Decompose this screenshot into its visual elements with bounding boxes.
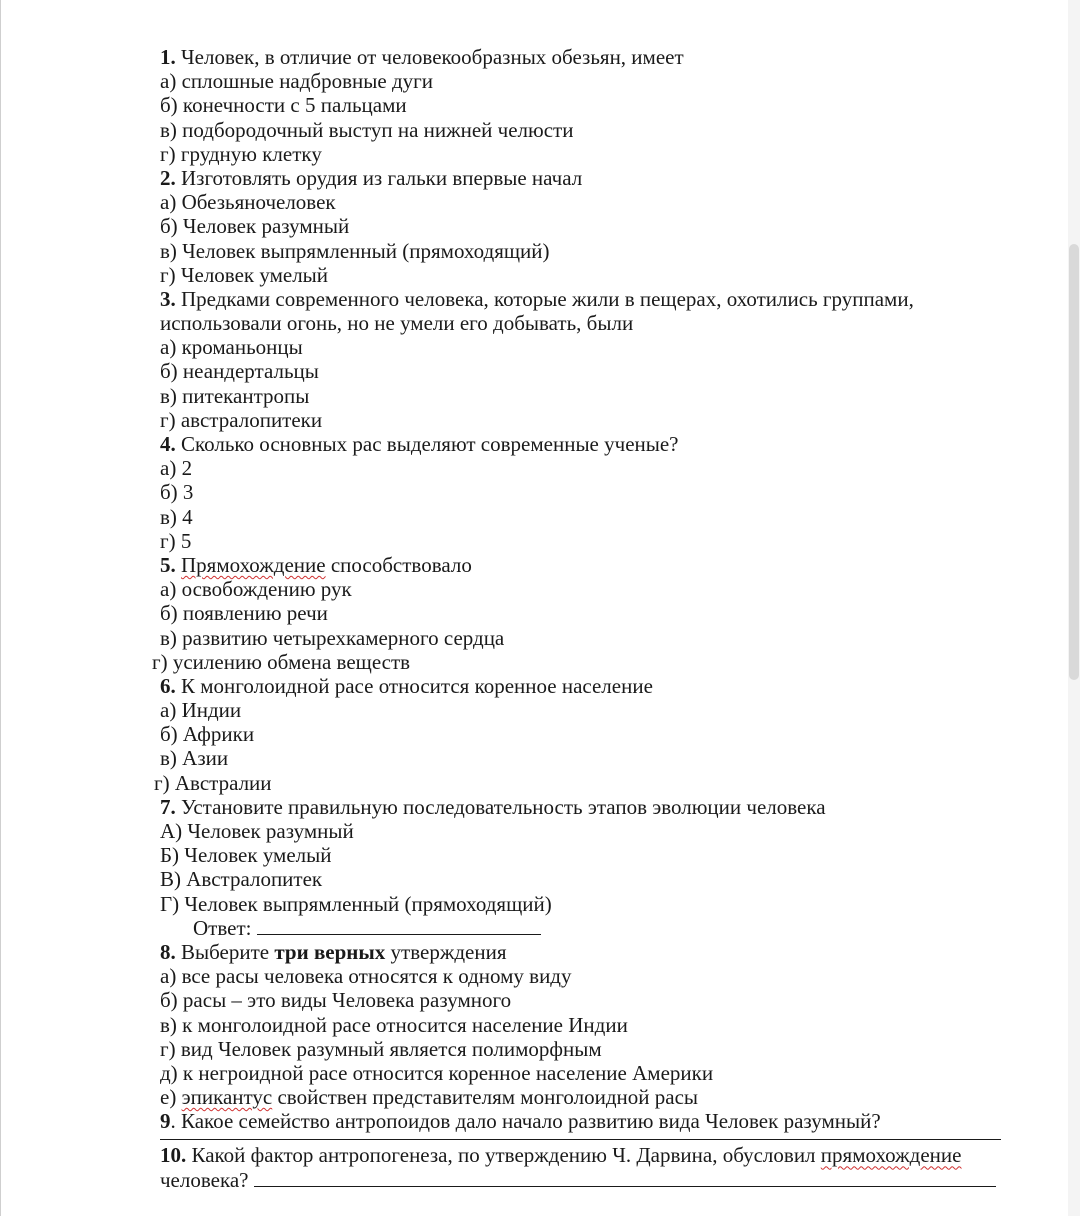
question-7 (160, 795, 1005, 819)
option: г) австралопитеки (160, 407, 323, 432)
answer-blank[interactable] (254, 1172, 996, 1187)
option: б) появлению речи (160, 601, 328, 626)
question-prompt-end: утверждения (385, 939, 507, 964)
question-5 (160, 553, 1005, 577)
question-prompt: Какой фактор антропогенеза, по утверждению Ч. Дарвина, обусловил (186, 1143, 821, 1168)
option: г) усилению обмена веществ (152, 649, 411, 674)
option: б) расы – это виды Человека разумного (160, 988, 512, 1013)
option-letter: е) (160, 1085, 182, 1110)
spellcheck-word: эпикантус (181, 1085, 273, 1110)
option: г) вид Человек разумный является полиморфным (160, 1036, 602, 1061)
option: в) подбородочный выступ на нижней челюсти (160, 117, 574, 142)
question-9 (160, 1109, 1005, 1133)
option: а) 2 (160, 456, 193, 481)
option: б) конечности с 5 пальцами (160, 93, 407, 118)
question-number: 7. (160, 794, 176, 819)
answer-rule[interactable] (160, 1139, 1001, 1140)
question-number: 4. (160, 432, 176, 456)
option: а) кроманьонцы (160, 335, 303, 360)
option: В) Австралопитек (160, 867, 323, 892)
option: в) Человек выпрямленный (прямоходящий) (160, 238, 550, 263)
question-number: 1. (160, 45, 176, 69)
option: д) к негроидной расе относится коренное население Америки (160, 1060, 714, 1085)
question-number: 3. (160, 286, 176, 311)
option: а) Обезьяночеловек (160, 190, 336, 215)
question-prompt: Сколько основных рас выделяют современные ученые? (175, 432, 679, 456)
option: г) Австралии (154, 770, 272, 795)
question-prompt: Установите правильную последовательность этапов эволюции человека (175, 794, 826, 819)
option: б) 3 (160, 480, 194, 505)
question-prompt-word: человека? (160, 1167, 254, 1192)
question-number: 9 (160, 1109, 171, 1134)
question-prompt-continued: использовали огонь, но не умели его добывать, были (160, 311, 634, 336)
question-prompt: способствовало (325, 552, 472, 577)
question-prompt: Изготовлять орудия из гальки впервые начал (175, 165, 583, 190)
option: в) к монголоидной расе относится население Индии (160, 1012, 628, 1037)
option: а) все расы человека относятся к одному виду (160, 964, 572, 989)
answer-line (193, 916, 1005, 940)
question-number: 2. (160, 165, 176, 190)
option: в) развитию четырехкамерного сердца (160, 625, 505, 650)
option: в) 4 (160, 504, 193, 529)
question-1 (160, 45, 1005, 69)
page-left-border (0, 0, 1, 1216)
question-prompt-continued (160, 1168, 1005, 1192)
option: а) сплошные надбровные дуги (160, 69, 433, 94)
question-8 (160, 940, 1005, 964)
option: б) неандертальцы (160, 359, 319, 384)
option: г) 5 (160, 528, 192, 553)
spellcheck-word: прямохождение (820, 1143, 962, 1168)
question-2 (160, 166, 1005, 190)
option: а) Индии (160, 698, 242, 723)
option-text: свойствен представителям монголоидной расы (272, 1085, 699, 1110)
option: Г) Человек выпрямленный (прямоходящий) (160, 891, 552, 916)
option: А) Человек разумный (160, 819, 354, 843)
option: Б) Человек умелый (160, 843, 332, 868)
option: г) грудную клетку (160, 141, 322, 166)
question-10 (160, 1143, 1005, 1167)
option: в) Азии (160, 746, 229, 771)
question-number: 8. (160, 939, 176, 964)
question-prompt: Человек, в отличие от человекообразных обезьян, имеет (175, 45, 684, 69)
answer-label: Ответ: (193, 915, 257, 940)
question-prompt: Выберите (175, 939, 275, 964)
option: а) освобождению рук (160, 577, 352, 602)
option: в) питекантропы (160, 383, 310, 408)
question-3 (160, 287, 1005, 311)
question-4 (160, 432, 1005, 456)
document-body (152, 45, 1005, 1192)
question-emphasis: три верных (274, 939, 386, 964)
option: б) Человек разумный (160, 214, 350, 239)
option: г) Человек умелый (160, 262, 329, 287)
question-number: 5. (160, 552, 176, 577)
question-6 (160, 674, 1005, 698)
question-prompt: Предками современного человека, которые жили в пещерах, охотились группами, (175, 286, 914, 311)
question-number: 6. (160, 673, 176, 698)
spellcheck-word: Прямохождение (181, 552, 326, 577)
scrollbar-thumb[interactable] (1069, 244, 1079, 680)
question-number: 10. (160, 1143, 187, 1168)
question-prompt: . Какое семейство антропоидов дало начало развитию вида Человек разумный? (170, 1109, 881, 1134)
option: б) Африки (160, 722, 255, 747)
question-prompt: К монголоидной расе относится коренное население (175, 673, 653, 698)
answer-blank[interactable] (257, 920, 541, 935)
option (160, 1085, 1005, 1109)
